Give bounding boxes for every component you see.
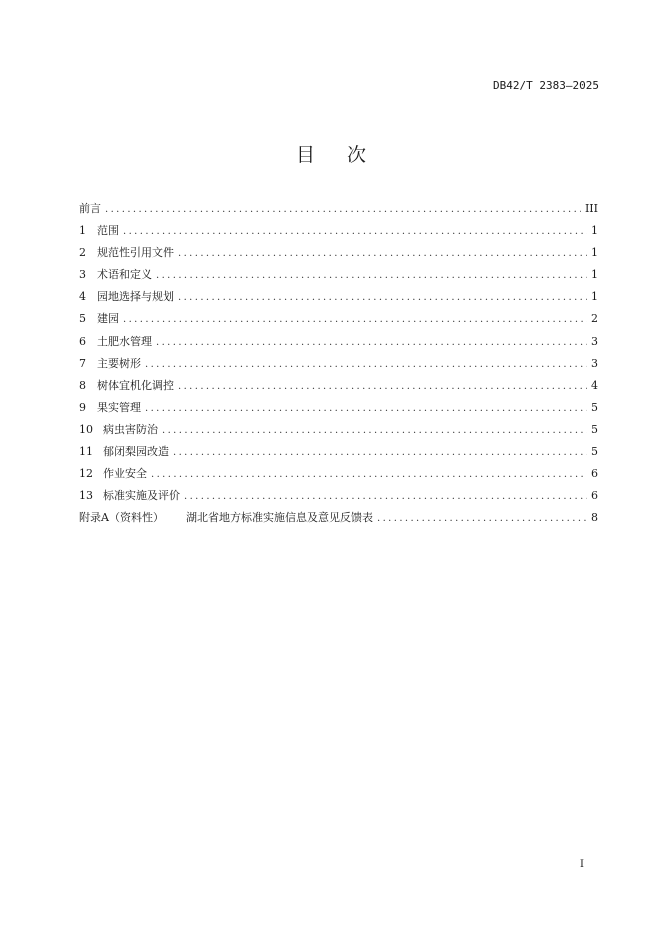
toc-entry-label: 规范性引用文件 [97, 246, 174, 260]
toc-entry-page: III [584, 202, 598, 215]
toc-entry-number: 4 [79, 290, 86, 304]
toc-leader-dots [151, 466, 587, 484]
toc-entry-9[interactable] [79, 399, 598, 421]
toc-leader-dots [178, 289, 587, 307]
toc-entry-number: 5 [79, 312, 86, 326]
toc-entry-label: 前言 [79, 202, 101, 215]
toc-entry-number: 3 [79, 268, 86, 282]
toc-entry-label: 作业安全 [103, 467, 147, 481]
title-char-1: 目 [295, 144, 315, 166]
toc-entry-page: 1 [591, 290, 598, 304]
toc-entry-label: 主要树形 [97, 356, 141, 370]
page-title [0, 140, 662, 167]
toc-entry-number: 9 [79, 400, 86, 414]
toc-entry-number: 13 [79, 489, 93, 503]
toc-entry-number: 12 [79, 467, 93, 481]
toc-entry-number: 8 [79, 378, 86, 392]
toc-entry-label: 土肥水管理 [97, 334, 152, 348]
toc-entry-page: 3 [591, 334, 598, 348]
toc-leader-dots [123, 223, 587, 241]
toc-entry-label: 园地选择与规划 [97, 290, 174, 304]
toc-entry-13[interactable] [79, 487, 598, 509]
toc-leader-dots [178, 245, 587, 263]
toc-entry-number: 11 [79, 445, 93, 459]
toc-leader-dots [105, 201, 581, 219]
toc-leader-dots [145, 400, 587, 418]
toc-entry-label: 建园 [97, 312, 119, 326]
toc-entry-number: 1 [79, 224, 86, 238]
toc-leader-dots [156, 267, 587, 285]
toc-entry-foreword[interactable] [79, 200, 598, 222]
toc-leader-dots [173, 444, 587, 462]
toc-entry-page: 5 [591, 400, 598, 414]
toc-leader-dots [377, 510, 587, 528]
toc-entry-number: 7 [79, 356, 86, 370]
toc-leader-dots [123, 311, 587, 329]
toc-entry-appendix-a[interactable] [79, 509, 598, 531]
toc-leader-dots [145, 356, 587, 374]
toc-entry-label: 果实管理 [97, 400, 141, 414]
toc-entry-1[interactable] [79, 222, 598, 244]
page-number: I [580, 859, 584, 870]
toc-entry-4[interactable] [79, 288, 598, 310]
toc-entry-label: 树体宜机化调控 [97, 378, 174, 392]
toc-entry-page: 4 [591, 378, 598, 392]
toc-entry-number: 2 [79, 246, 86, 260]
toc-entry-label: 术语和定义 [97, 268, 152, 282]
document-code: DB42/T 2383—2025 [493, 79, 599, 92]
toc-entry-7[interactable] [79, 355, 598, 377]
toc-entry-3[interactable] [79, 266, 598, 288]
toc-entry-6[interactable] [79, 333, 598, 355]
toc-entry-11[interactable] [79, 443, 598, 465]
title-char-2: 次 [347, 144, 367, 166]
toc-entry-8[interactable] [79, 377, 598, 399]
toc-entry-page: 6 [591, 467, 598, 481]
toc-entry-5[interactable] [79, 310, 598, 332]
toc-entry-page: 1 [591, 246, 598, 260]
toc-entry-page: 1 [591, 224, 598, 238]
toc-entry-number: 6 [79, 334, 86, 348]
toc-entry-10[interactable] [79, 421, 598, 443]
toc-entry-number: 10 [79, 422, 93, 436]
toc-leader-dots [162, 422, 587, 440]
toc-entry-label: 郁闭梨园改造 [103, 445, 169, 459]
toc-leader-dots [156, 334, 587, 352]
toc-leader-dots [184, 488, 587, 506]
toc-entry-page: 5 [591, 422, 598, 436]
toc-leader-dots [178, 378, 587, 396]
toc-entry-page: 3 [591, 356, 598, 370]
toc-entry-label: 标准实施及评价 [103, 489, 180, 503]
toc-entry-page: 5 [591, 445, 598, 459]
toc-entry-label: 范围 [97, 224, 119, 238]
toc-entry-label: 病虫害防治 [103, 422, 158, 436]
toc-entry-12[interactable] [79, 465, 598, 487]
toc-entry-number: 附录A（资料性） [79, 511, 164, 525]
toc-entry-page: 8 [591, 511, 598, 525]
toc-entry-page: 1 [591, 268, 598, 282]
toc-entry-page: 2 [591, 312, 598, 326]
table-of-contents [79, 200, 598, 531]
toc-entry-page: 6 [591, 489, 598, 503]
toc-entry-2[interactable] [79, 244, 598, 266]
toc-entry-label: 湖北省地方标准实施信息及意见反馈表 [186, 511, 373, 525]
